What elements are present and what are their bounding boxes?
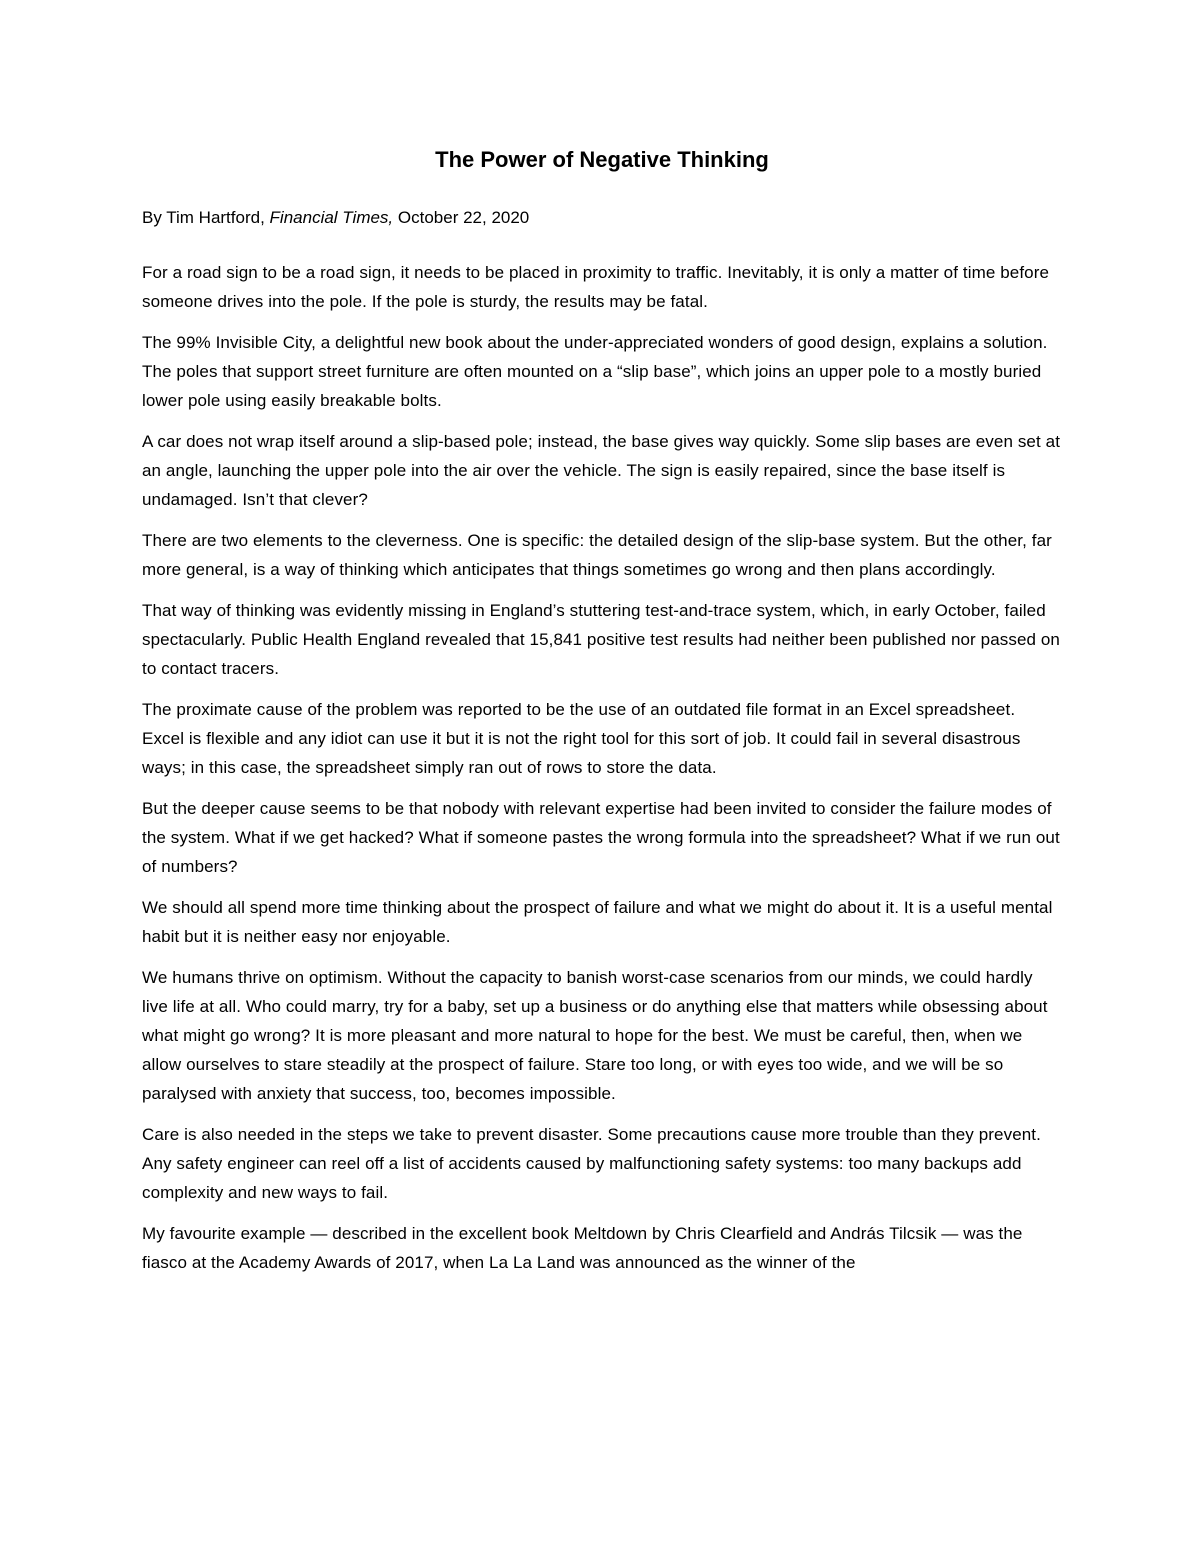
paragraph-7: But the deeper cause seems to be that nobody with relevant expertise had been invited to consider the failure modes of the system. What if we get hacked? What if someone pastes the wrong formula into the spreadsheet? What if we run out of numbers? bbox=[142, 799, 1060, 876]
paragraph-8: We should all spend more time thinking about the prospect of failure and what we might do about it. It is a useful mental habit but it is neither easy nor enjoyable. bbox=[142, 898, 1053, 946]
paragraph-9: We humans thrive on optimism. Without the capacity to banish worst-case scenarios from our minds, we could hardly live life at all. Who could marry, try for a baby, set up a business or do anything else that matters while obsessing about what might go wrong? It is more pleasant and more natural to hope for the best. We must be careful, then, when we allow ourselves to stare steadily at the prospect of failure. Stare too long, or with eyes too wide, and we will be so paralysed with anxiety that success, too, becomes impossible. bbox=[142, 968, 1048, 1103]
article-title: The Power of Negative Thinking bbox=[435, 147, 769, 172]
paragraph-10: Care is also needed in the steps we take to prevent disaster. Some precautions cause more trouble than they prevent. Any safety engineer can reel off a list of accidents caused by malfunctioning safety systems: too many backups add complexity and new ways to fail. bbox=[142, 1125, 1041, 1202]
paragraph-6: The proximate cause of the problem was reported to be the use of an outdated file format in an Excel spreadsheet. Excel is flexible and any idiot can use it but it is not the right tool for this sort of job. It could fail in several disastrous ways; in this case, the spreadsheet simply ran out of rows to store the data. bbox=[142, 700, 1021, 777]
paragraph-1: For a road sign to be a road sign, it needs to be placed in proximity to traffic. Inevitably, it is only a matter of time before someone drives into the pole. If the pole is sturdy, the results may be fatal. bbox=[142, 263, 1050, 311]
paragraph-4: There are two elements to the cleverness. One is specific: the detailed design of the slip-base system. But the other, far more general, is a way of thinking which anticipates that things sometimes go wrong and then plans accordingly. bbox=[142, 531, 1052, 579]
paragraph-5: That way of thinking was evidently missing in England’s stuttering test-and-trace system, which, in early October, failed spectacularly. Public Health England revealed that 15,841 positive test results had neither been published nor passed on to contact tracers. bbox=[142, 601, 1060, 678]
byline-author: By Tim Hartford, bbox=[142, 208, 265, 227]
byline-date: October 22, 2020 bbox=[397, 208, 530, 227]
paragraph-2: The 99% Invisible City, a delightful new book about the under-appreciated wonders of good design, explains a solution. The poles that support street furniture are often mounted on a “slip base”, which joins an upper pole to a mostly buried lower pole using easily breakable bolts. bbox=[142, 333, 1048, 410]
document-page bbox=[142, 140, 1062, 1289]
paragraph-3: A car does not wrap itself around a slip-based pole; instead, the base gives way quickly. Some slip bases are even set at an angle, launching the upper pole into the air over the vehicle. The sign is easily repaired, since the base itself is undamaged. Isn’t that clever? bbox=[142, 432, 1061, 509]
byline-publication: Financial Times, bbox=[269, 208, 394, 227]
byline bbox=[142, 204, 1062, 232]
paragraph-11: My favourite example — described in the excellent book Meltdown by Chris Clearfield and András Tilcsik — was the fiasco at the Academy Awards of 2017, when La La Land was announced as the winner of the bbox=[142, 1224, 1023, 1272]
